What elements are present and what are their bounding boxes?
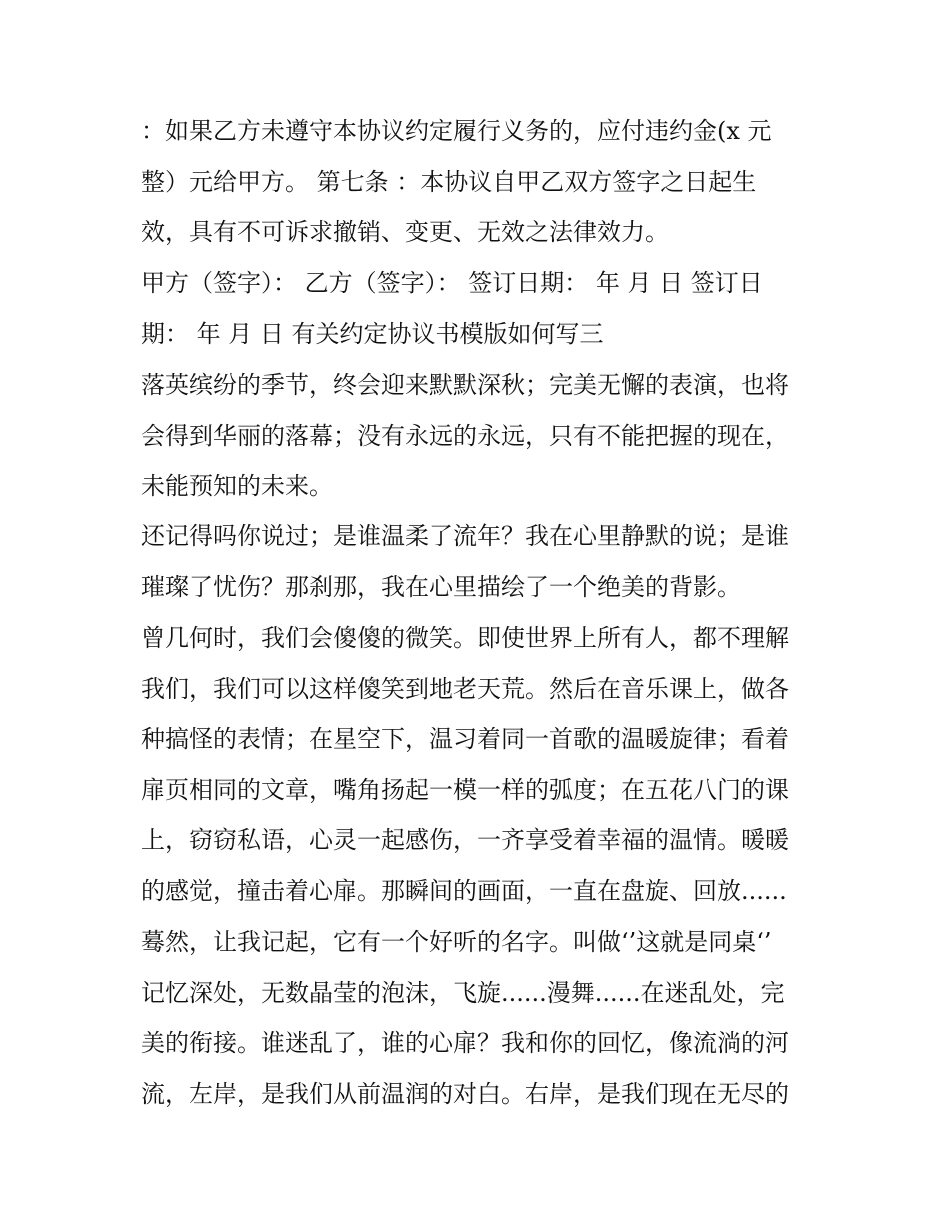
text-line: 曾几何时，我们会傻傻的微笑。即使世界上所有人，都不理解	[141, 624, 789, 652]
text-line: 上，窃窃私语，心灵一起感伤，一齐享受着幸福的温情。暖暖	[141, 826, 789, 854]
text-line: 美的衔接。谁迷乱了，谁的心扉？我和你的回忆，像流淌的河	[141, 1029, 789, 1057]
text-line: 记忆深处，无数晶莹的泡沫，飞旋......漫舞......在迷乱处，完	[141, 979, 785, 1007]
text-line: 扉页相同的文章，嘴角扬起一模一样的弧度；在五花八门的课	[141, 776, 789, 804]
text-line: 效，具有不可诉求撤销、变更、无效之法律效力。	[141, 218, 669, 246]
text-line: 种搞怪的表情；在星空下，温习着同一首歌的温暖旋律；看着	[141, 725, 789, 753]
text-line: 未能预知的未来。	[141, 472, 333, 500]
text-line: 蓦然，让我记起，它有一个好听的名字。叫做‘’这就是同桌‘’	[141, 928, 772, 956]
text-line: 落英缤纷的季节，终会迎来默默深秋；完美无懈的表演，也将	[141, 371, 789, 399]
text-line: 还记得吗你说过；是谁温柔了流年？我在心里静默的说；是谁	[141, 522, 789, 550]
text-line: 的感觉，撞击着心扉。那瞬间的画面，一直在盘旋、回放......	[141, 877, 787, 905]
text-line: 甲方（签字）： 乙方（签字）： 签订日期： 年 月 日 签订日	[141, 269, 763, 297]
text-line: 我们，我们可以这样傻笑到地老天荒。然后在音乐课上，做各	[141, 675, 789, 703]
text-line: 璀璨了忧伤？那刹那，我在心里描绘了一个绝美的背影。	[141, 573, 741, 601]
text-line: 会得到华丽的落幕；没有永远的永远，只有不能把握的现在，	[141, 422, 789, 450]
text-line: 流，左岸，是我们从前温润的对白。右岸，是我们现在无尽的	[141, 1080, 789, 1108]
text-line: ：如果乙方未遵守本协议约定履行义务的，应付违约金(x 元	[141, 117, 772, 145]
text-line: 整）元给甲方。 第七条 ：本协议自甲乙双方签字之日起生	[141, 168, 757, 196]
text-line: 期： 年 月 日 有关约定协议书模版如何写三	[141, 320, 604, 348]
